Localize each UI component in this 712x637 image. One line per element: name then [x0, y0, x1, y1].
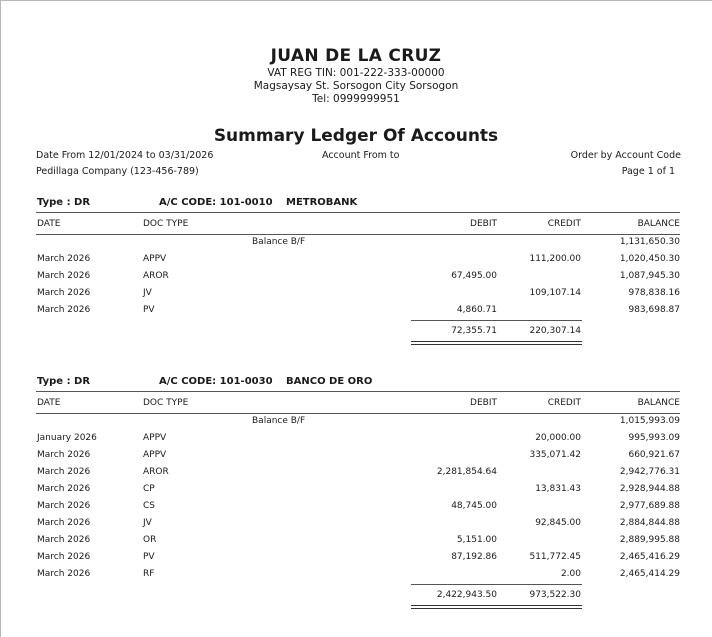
row-date: March 2026	[37, 288, 91, 298]
column-header-credit: CREDIT	[547, 219, 581, 229]
vat-tin: VAT REG TIN: 001-222-333-00000	[267, 67, 445, 79]
page-number: Page 1 of 1	[621, 166, 675, 177]
row-date: March 2026	[37, 569, 91, 579]
company-name: JUAN DE LA CRUZ	[270, 46, 442, 66]
total-double-rule	[411, 605, 582, 609]
account-code: A/C CODE: 101-0010	[159, 197, 273, 208]
balance-bf-label: Balance B/F	[252, 416, 306, 426]
row-doc-type: CS	[143, 501, 155, 511]
row-balance: 2,465,414.29	[619, 569, 680, 579]
header-top-rule	[36, 212, 680, 213]
date-range: Date From 12/01/2024 to 03/31/2026	[36, 150, 214, 161]
row-balance: 2,942,776.31	[619, 467, 680, 477]
row-debit: 4,860.71	[456, 305, 497, 315]
row-balance: 2,884,844.88	[619, 518, 680, 528]
balance-bf-amount: 1,015,993.09	[619, 416, 680, 426]
row-date: March 2026	[37, 484, 91, 494]
row-balance: 1,020,450.30	[619, 254, 680, 264]
row-doc-type: PV	[143, 552, 155, 562]
row-balance: 1,087,945.30	[619, 271, 680, 281]
total-double-rule	[411, 341, 582, 345]
row-date: March 2026	[37, 552, 91, 562]
row-doc-type: JV	[143, 288, 152, 298]
row-date: March 2026	[37, 467, 91, 477]
header-bottom-rule	[36, 234, 680, 235]
balance-bf-amount: 1,131,650.30	[619, 237, 680, 247]
column-header-debit: DEBIT	[470, 398, 497, 408]
row-balance: 2,465,416.29	[619, 552, 680, 562]
header-top-rule	[36, 391, 680, 392]
account-type: Type : DR	[37, 376, 91, 387]
row-credit: 13,831.43	[535, 484, 581, 494]
report-title: Summary Ledger Of Accounts	[213, 126, 499, 146]
row-doc-type: PV	[143, 305, 155, 315]
row-credit: 335,071.42	[529, 450, 581, 460]
column-header-doc-type: DOC TYPE	[143, 219, 189, 229]
header-bottom-rule	[36, 413, 680, 414]
row-doc-type: APPV	[143, 254, 167, 264]
row-credit: 511,772.45	[529, 552, 581, 562]
account-name: METROBANK	[286, 197, 358, 208]
row-date: March 2026	[37, 501, 91, 511]
row-balance: 660,921.67	[628, 450, 680, 460]
column-header-credit: CREDIT	[547, 398, 581, 408]
row-doc-type: APPV	[143, 433, 167, 443]
row-date: March 2026	[37, 535, 91, 545]
total-debit: 2,422,943.50	[436, 590, 497, 600]
row-debit: 67,495.00	[451, 271, 497, 281]
row-debit: 2,281,854.64	[436, 467, 497, 477]
account-code: A/C CODE: 101-0030	[159, 376, 273, 387]
row-credit: 2.00	[560, 569, 581, 579]
column-header-balance: BALANCE	[637, 398, 680, 408]
row-balance: 983,698.87	[628, 305, 680, 315]
row-date: March 2026	[37, 254, 91, 264]
row-debit: 5,151.00	[456, 535, 497, 545]
row-doc-type: APPV	[143, 450, 167, 460]
row-doc-type: AROR	[143, 467, 169, 477]
account-range: Account From to	[322, 150, 400, 161]
client-name: Pedillaga Company (123-456-789)	[36, 166, 199, 177]
row-balance: 978,838.16	[628, 288, 680, 298]
account-name: BANCO DE ORO	[286, 376, 373, 387]
total-credit: 973,522.30	[529, 590, 581, 600]
column-header-balance: BALANCE	[637, 219, 680, 229]
balance-bf-label: Balance B/F	[252, 237, 306, 247]
total-credit: 220,307.14	[529, 326, 581, 336]
total-top-rule	[411, 584, 582, 585]
row-doc-type: CP	[143, 484, 155, 494]
row-balance: 2,977,689.88	[619, 501, 680, 511]
row-credit: 111,200.00	[529, 254, 581, 264]
row-doc-type: RF	[143, 569, 155, 579]
row-balance: 2,928,944.88	[619, 484, 680, 494]
row-doc-type: JV	[143, 518, 152, 528]
row-date: March 2026	[37, 305, 91, 315]
row-date: March 2026	[37, 271, 91, 281]
row-debit: 48,745.00	[451, 501, 497, 511]
column-header-date: DATE	[37, 398, 61, 408]
order-by: Order by Account Code	[570, 150, 681, 161]
row-debit: 87,192.86	[451, 552, 497, 562]
total-debit: 72,355.71	[451, 326, 497, 336]
row-date: March 2026	[37, 518, 91, 528]
row-credit: 20,000.00	[535, 433, 581, 443]
row-balance: 2,889,995.88	[619, 535, 680, 545]
row-date: January 2026	[37, 433, 97, 443]
row-balance: 995,993.09	[628, 433, 680, 443]
account-type: Type : DR	[37, 197, 91, 208]
row-date: March 2026	[37, 450, 91, 460]
column-header-debit: DEBIT	[470, 219, 497, 229]
row-credit: 109,107.14	[529, 288, 581, 298]
row-doc-type: AROR	[143, 271, 169, 281]
row-credit: 92,845.00	[535, 518, 581, 528]
total-top-rule	[411, 320, 582, 321]
company-tel: Tel: 0999999951	[312, 93, 400, 105]
column-header-date: DATE	[37, 219, 61, 229]
column-header-doc-type: DOC TYPE	[143, 398, 189, 408]
company-address: Magsaysay St. Sorsogon City Sorsogon	[253, 80, 459, 92]
row-doc-type: OR	[143, 535, 157, 545]
